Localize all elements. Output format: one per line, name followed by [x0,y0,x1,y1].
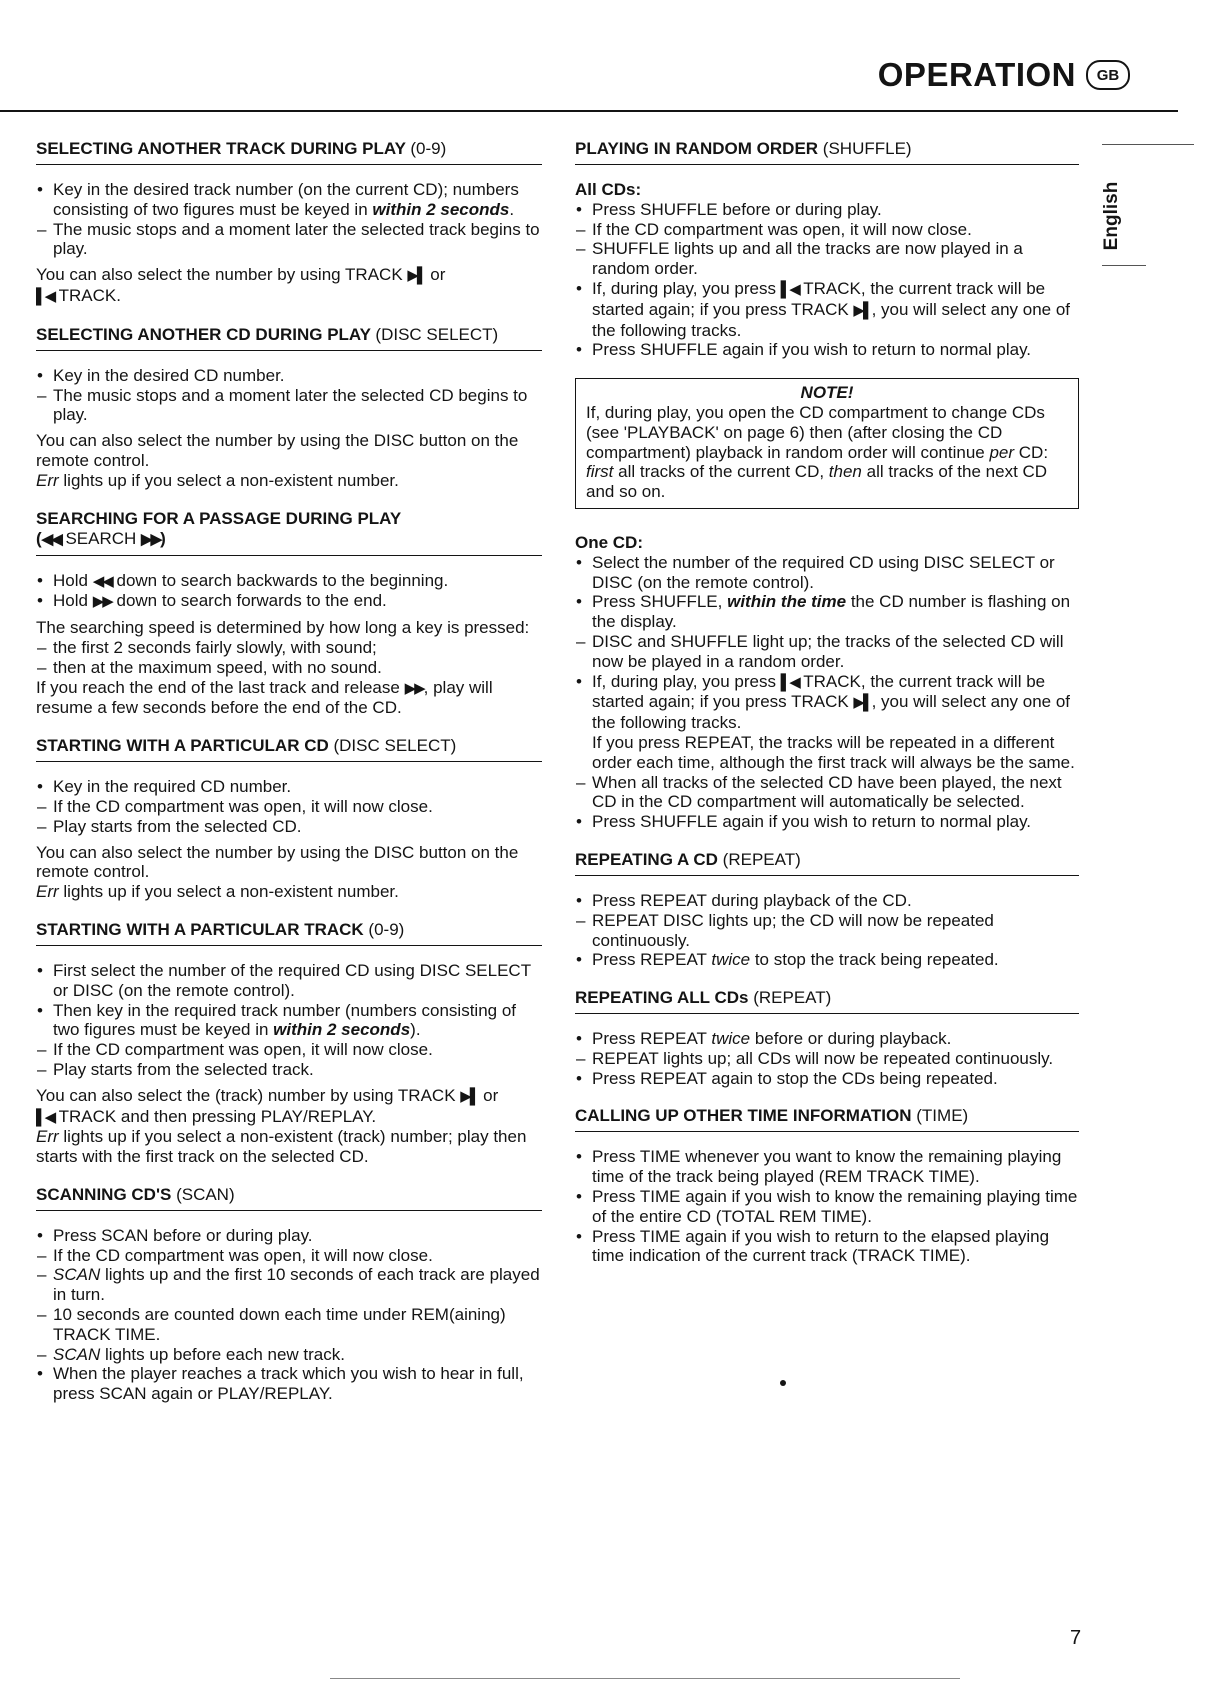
note-box [575,378,1079,509]
section-heading: STARTING WITH A PARTICULAR CD (DISC SELECT) [36,736,542,762]
section-heading: SCANNING CD'S (SCAN) [36,1185,542,1211]
paragraph: Err lights up if you select a non-existent (track) number; play then starts with the first track on the selected CD. [36,1127,527,1167]
page-title: OPERATION [877,56,1076,93]
dash-item: – The music stops and a moment later the selected CD begins to play. [36,386,542,426]
left-column [36,139,542,1422]
paragraph: You can also select the number by using TRACK ▶▌ or ▌◀ TRACK. [36,265,446,305]
section-heading: CALLING UP OTHER TIME INFORMATION (TIME) [575,1106,1079,1132]
section-shuffle [575,139,1079,360]
bullet-item: • Press SHUFFLE again if you wish to return to normal play. [575,340,1079,360]
bullet-item: • Press SHUFFLE before or during play. [575,200,1079,220]
instruction-list [575,200,1079,360]
dash-item: – Play starts from the selected CD. [36,817,542,837]
section-heading: SEARCHING FOR A PASSAGE DURING PLAY (◀◀ SEARCH ▶▶) [36,509,542,556]
prev-track-icon: ▌◀ [36,287,55,305]
language-tab-label: English [1101,181,1122,251]
instruction-list [36,180,542,259]
section-heading: PLAYING IN RANDOM ORDER (SHUFFLE) [575,139,1079,165]
bullet-item: • Press SCAN before or during play. [36,1226,542,1246]
note-text: If, during play, you open the CD compartment to change CDs (see 'PLAYBACK' on page 6) then (after closing the CD compartment) playback in random order will continue per CD: first all tracks of the current CD, then all tracks of the next CD and so on. [586,402,1049,502]
paragraph: You can also select the (track) number by using TRACK ▶▌ or ▌◀ TRACK and then pressing PLAY/REPLAY. [36,1085,499,1126]
next-track-icon: ▶▌ [407,267,426,285]
paragraph: Err lights up if you select a non-existent number. [36,882,399,902]
subheading-all-cds: All CDs: [575,180,642,199]
bullet-item: • If, during play, you press ▌◀ TRACK, the current track will be started again; if you press TRACK ▶▌, you will select any one of the following tracks. [575,279,1079,340]
dash-item: – Play starts from the selected track. [36,1060,542,1080]
paragraph: Err lights up if you select a non-existent number. [36,470,399,490]
section-heading: SELECTING ANOTHER CD DURING PLAY (DISC SELECT) [36,325,542,351]
section-heading: REPEATING A CD (REPEAT) [575,850,1079,876]
bullet-item: • Press REPEAT during playback of the CD. [575,891,1079,911]
page-number: 7 [1070,1627,1082,1649]
bullet-item: • Select the number of the required CD using DISC SELECT or DISC (on the remote control). [575,553,1079,593]
language-tab-top-rule [1102,144,1194,145]
section-select-cd [36,325,542,491]
bullet-item: • Then key in the required track number (numbers consisting of two figures must be keyed in within 2 seconds). [36,1001,542,1041]
bullet-item: • Press SHUFFLE, within the time the CD number is flashing on the display. [575,592,1079,632]
language-tab [1092,165,1128,265]
bullet-item: • Key in the required CD number. [36,777,542,797]
right-column [575,139,1079,1284]
instruction-list [575,1147,1079,1266]
bullet-item: • Press REPEAT twice to stop the track being repeated. [575,950,1079,970]
section-heading: REPEATING ALL CDs (REPEAT) [575,988,1079,1014]
rewind-icon: ◀◀ [41,530,61,548]
instruction-list [36,1226,542,1404]
instruction-list [36,571,542,613]
section-select-track [36,139,542,307]
dash-item: – The music stops and a moment later the selected track begins to play. [36,220,542,260]
section-time-info [575,1106,1079,1266]
paragraph: If you reach the end of the last track and release ▶▶, play will resume a few seconds before the end of the CD. [36,677,493,718]
dash-item: – the first 2 seconds fairly slowly, with sound; [36,638,542,658]
next-track-icon: ▶▌ [853,301,872,319]
bullet-item: • Press SHUFFLE again if you wish to return to normal play. [575,812,1079,832]
section-start-track [36,920,542,1167]
dash-item: – When all tracks of the selected CD have been played, the next CD in the CD compartment will automatically be selected. [575,773,1079,813]
bullet-item: • Hold ◀◀ down to search backwards to the beginning. [36,571,542,592]
dash-item: – DISC and SHUFFLE light up; the tracks of the selected CD will now be played in a random order. [575,632,1079,672]
fast-forward-icon: ▶▶ [92,593,112,611]
rewind-icon: ◀◀ [92,572,112,590]
bullet-item: • Press REPEAT twice before or during playback. [575,1029,1079,1049]
fast-forward-icon: ▶▶ [404,679,424,697]
gb-country-badge: GB [1086,60,1130,90]
bullet-item: • Press TIME again if you wish to return to the elapsed playing time indication of the current track (TRACK TIME). [575,1227,1079,1267]
bullet-item: • Press REPEAT again to stop the CDs being repeated. [575,1069,1079,1089]
dash-item: – then at the maximum speed, with no sound. [36,658,542,678]
dash-item: – REPEAT DISC lights up; the CD will now be repeated continuously. [575,911,1079,951]
bullet-item: • Key in the desired CD number. [36,366,542,386]
dash-item: – REPEAT lights up; all CDs will now be repeated continuously. [575,1049,1079,1069]
instruction-list [36,777,542,836]
bullet-item: • When the player reaches a track which you wish to hear in full, press SCAN again or PLAY/REPLAY. [36,1364,542,1404]
dash-item: – 10 seconds are counted down each time under REM(aining) TRACK TIME. [36,1305,542,1345]
bullet-item: • Hold ▶▶ down to search forwards to the end. [36,591,542,612]
fast-forward-icon: ▶▶ [141,530,161,548]
paragraph: The searching speed is determined by how long a key is pressed: [36,618,530,638]
scan-artifact-line [330,1678,960,1679]
dash-item: – If the CD compartment was open, it will now close. [36,1246,542,1266]
section-heading: SELECTING ANOTHER TRACK DURING PLAY (0-9) [36,139,542,165]
section-repeat-cd [575,850,1079,970]
instruction-list [575,891,1079,970]
instruction-list [36,366,542,425]
dash-item: – SHUFFLE lights up and all the tracks are now played in a random order. [575,239,1079,279]
bullet-item: • Press TIME again if you wish to know the remaining playing time of the entire CD (TOTAL REM TIME). [575,1187,1079,1227]
subheading-one-cd: One CD: [575,532,643,552]
dash-item: – If the CD compartment was open, it will now close. [575,220,1079,240]
instruction-list [575,1029,1079,1088]
instruction-list [36,961,542,1080]
stray-dot-mark [780,1380,786,1386]
next-track-icon: ▶▌ [460,1087,479,1105]
page-header [878,56,1130,94]
prev-track-icon: ▌◀ [780,673,799,691]
section-repeat-all [575,988,1079,1088]
prev-track-icon: ▌◀ [780,280,799,298]
paragraph: You can also select the number by using the DISC button on the remote control. [36,431,519,470]
section-start-cd [36,736,542,902]
bullet-item: • Press TIME whenever you want to know the remaining playing time of the track being played (REM TRACK TIME). [575,1147,1079,1187]
section-heading: STARTING WITH A PARTICULAR TRACK (0-9) [36,920,542,946]
section-shuffle-one-cd [575,533,1079,832]
language-tab-bottom-rule [1102,265,1146,266]
section-scan [36,1185,542,1404]
instruction-list [36,638,542,678]
bullet-item: • If, during play, you press ▌◀ TRACK, the current track will be started again; if you press TRACK ▶▌, you will select any one of the following tracks. [575,672,1079,733]
dash-item: – If the CD compartment was open, it will now close. [36,1040,542,1060]
header-rule [0,110,1178,112]
bullet-item: • First select the number of the required CD using DISC SELECT or DISC (on the remote control). [36,961,542,1001]
section-search-passage [36,509,542,719]
paragraph: You can also select the number by using the DISC button on the remote control. [36,842,519,882]
dash-item: – SCAN lights up and the first 10 seconds of each track are played in turn. [36,1265,542,1305]
instruction-list [575,553,1079,832]
bullet-item: • Key in the desired track number (on the current CD); numbers consisting of two figures must be keyed in within 2 seconds. [36,180,542,220]
continuation-item: If you press REPEAT, the tracks will be repeated in a different order each time, although the first track will always be the same. [592,732,1075,772]
note-title: NOTE! [800,383,854,403]
prev-track-icon: ▌◀ [36,1108,55,1126]
dash-item: – SCAN lights up before each new track. [36,1345,542,1365]
next-track-icon: ▶▌ [853,694,872,712]
dash-item: – If the CD compartment was open, it will now close. [36,797,542,817]
